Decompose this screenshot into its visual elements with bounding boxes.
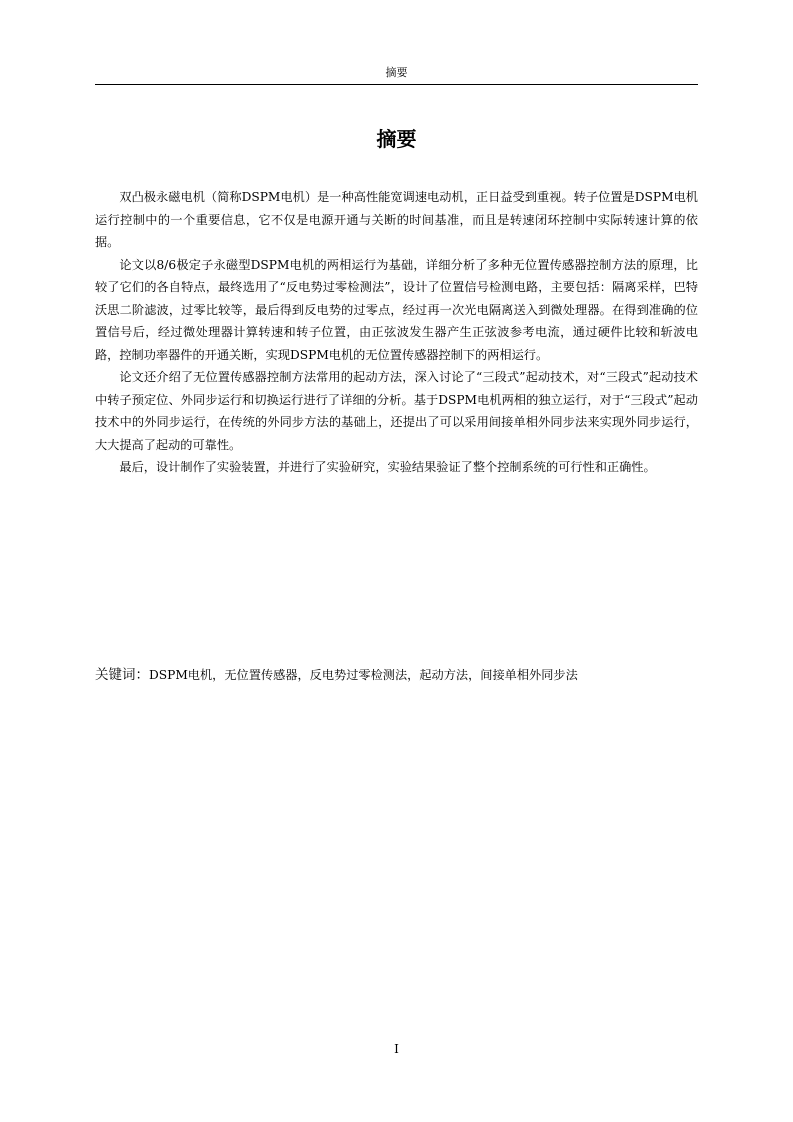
page-number: I	[394, 1042, 399, 1056]
keywords-label: 关键词：	[95, 667, 149, 683]
abstract-paragraph-2: 论文以8/6极定子永磁型DSPM电机的两相运行为基础，详细分析了多种无位置传感器控制方法的原理，比较了它们的各自特点，最终选用了“反电势过零检测法”，设计了位置信号检测电路，主要包括：隔离采样，巴特沃思二阶滤波，过零比较等，最后得到反电势的过零点，经过再一次光电隔离送入到微处理器。在得到准确的位置信号后，经过微处理器计算转速和转子位置，由正弦波发生器产生正弦波参考电流，通过硬件比较和斩波电路，控制功率器件的开通关断，实现DSPM电机的无位置传感器控制下的两相运行。	[95, 257, 698, 362]
abstract-body	[95, 186, 698, 479]
abstract-paragraph-1: 双凸极永磁电机（简称DSPM电机）是一种高性能宽调速电动机，正日益受到重视。转子位置是DSPM电机运行控制中的一个重要信息，它不仅是电源开通与关断的时间基准，而且是转速闭环控制中实际转速计算的依据。	[95, 190, 698, 249]
keywords-text: DSPM电机，无位置传感器，反电势过零检测法，起动方法，间接单相外同步法	[149, 668, 578, 682]
abstract-paragraph-3: 论文还介绍了无位置传感器控制方法常用的起动方法，深入讨论了“三段式”起动技术，对“三段式”起动技术中转子预定位、外同步运行和切换运行进行了详细的分析。基于DSPM电机两相的独立运行，对于“三段式”起动技术中的外同步运行，在传统的外同步方法的基础上，还提出了可以采用间接单相外同步法来实现外同步运行，大大提高了起动的可靠性。	[95, 370, 698, 452]
abstract-title: 摘要	[376, 127, 417, 151]
header-divider	[95, 84, 698, 85]
abstract-paragraph-4: 最后，设计制作了实验装置，并进行了实验研究，实验结果验证了整个控制系统的可行性和正确性。	[119, 460, 656, 474]
running-header: 摘要	[385, 66, 408, 79]
keywords-line	[95, 664, 698, 686]
